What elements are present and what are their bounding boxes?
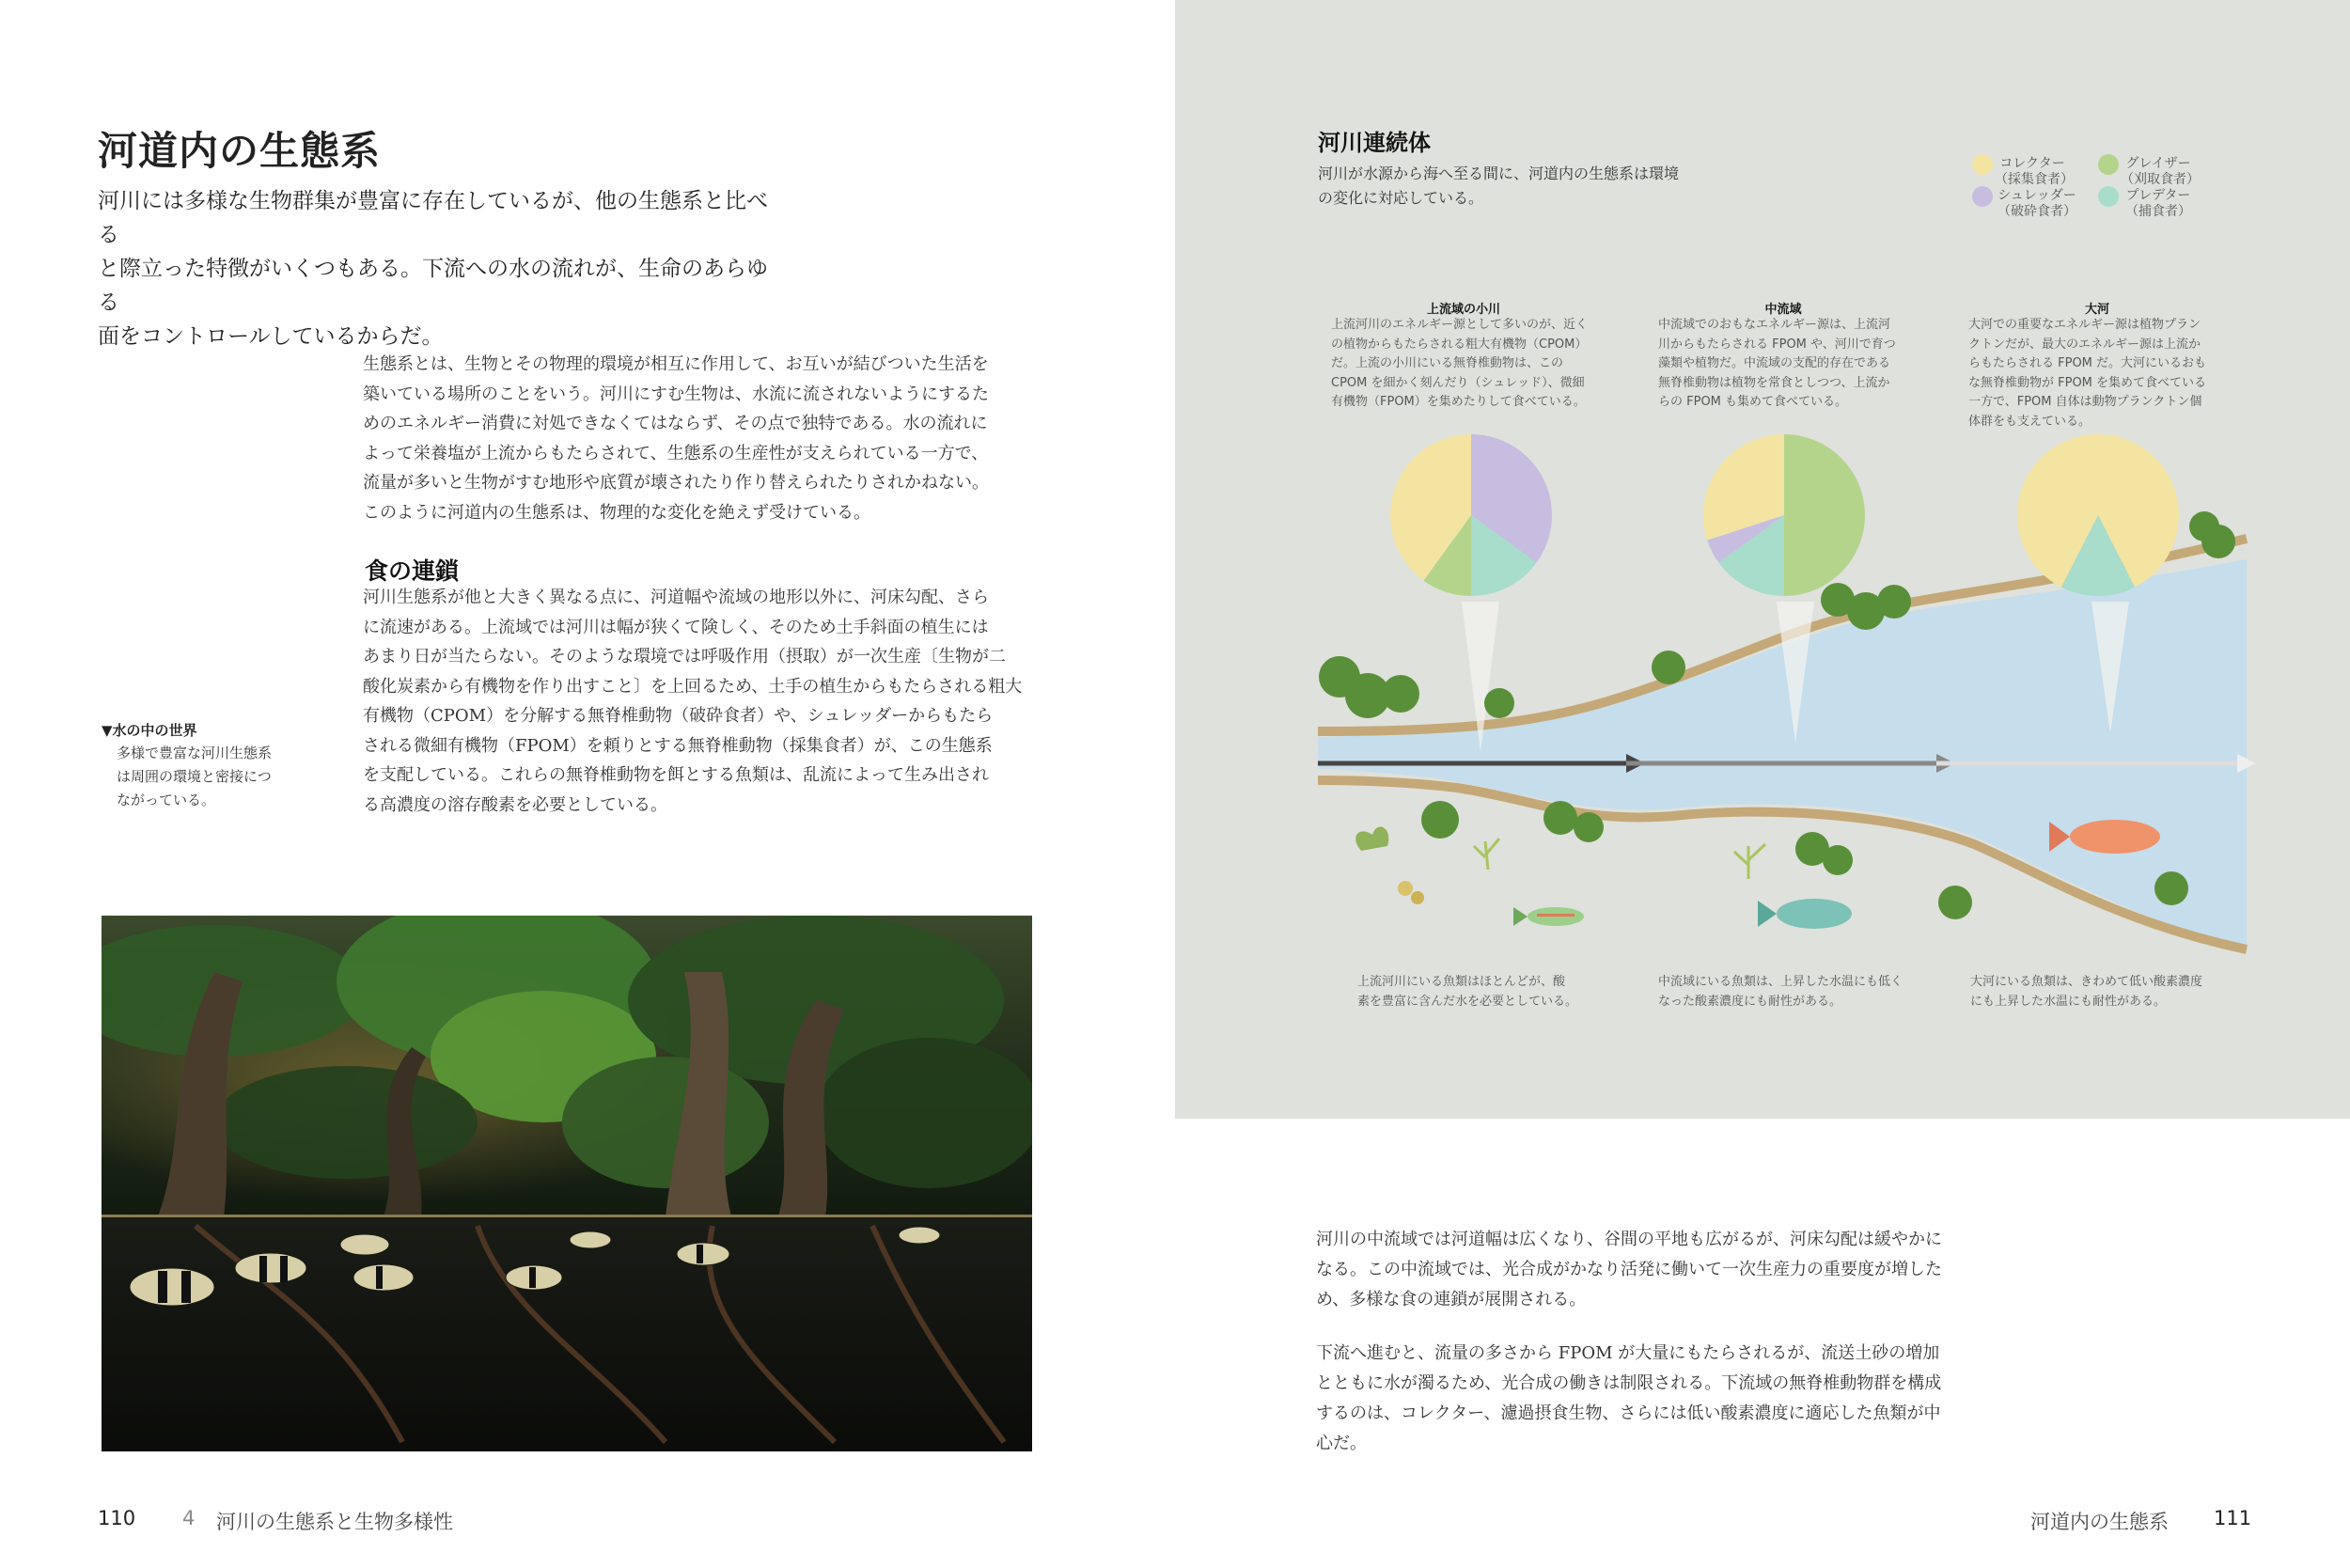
fish-caption-midstream: 中流域にいる魚類は、上昇した水温にも低く なった酸素濃度にも耐性がある。	[1658, 975, 1904, 1009]
subtitle-line: 河川が水源から海へ至る間に、河道内の生態系は環境	[1318, 165, 1680, 182]
body-line: とともに水が濁るため、光合成の働きは制限される。下流域の無脊椎動物群を構成	[1316, 1373, 1942, 1393]
legend-label-predator: プレデター （捕食者）	[2125, 188, 2191, 219]
zone-text-upstream: 上流河川のエネルギー源として多いのが、近く の植物からもたらされる粗大有機物（CPOM） だ。上流の小川にいる無脊椎動物は、この CPOM を細かく刻んだり（シュレッド）、微細 有機物（FPOM）を集めたりして食べている。	[1331, 318, 1589, 409]
caption-body	[117, 742, 295, 812]
chapter-number: 4	[182, 1507, 196, 1529]
body-line: る高濃度の溶存酸素を必要としている。	[363, 794, 667, 815]
legend-label-shredder: シュレッダー （破砕食者）	[1998, 188, 2076, 219]
right-paragraph-1	[1316, 1225, 1993, 1315]
body-line: 酸化炭素から有機物を作り出すこと〕を上回るため、土手の植生からもたらされる粗大	[363, 676, 1023, 697]
leaf-litter	[1355, 826, 1765, 904]
body-line: 河川生態系が他と大きく異なる点に、河道幅や流域の地形以外に、河床勾配、さら	[363, 588, 989, 607]
legend-swatch-grazer	[2098, 154, 2119, 175]
body-line: 河川の中流域では河道幅は広くなり、谷間の平地も広がるが、河床勾配は緩やかに	[1316, 1230, 1942, 1249]
fish-caption-large-river: 大河にいる魚類は、きわめて低い酸素濃度 にも上昇した水温にも耐性がある。	[1970, 975, 2203, 1009]
body-line: 流量が多いと生物がすむ地形や底質が壊されたり作り替えられたりされかねない。	[363, 473, 989, 493]
body-line: めのエネルギー消費に対処できなくてはならず、その点で独特である。水の流れに	[363, 414, 988, 433]
caption-line: は周囲の環境と密接につ	[117, 768, 272, 785]
body-line: 有機物（CPOM）を分解する無脊椎動物（破砕食者）や、シュレッダーからもたら	[363, 706, 994, 726]
zone-heading-large-river: 大河	[2084, 303, 2109, 317]
fish-midstream	[1758, 899, 1852, 929]
zone-text-midstream: 中流域でのおもなエネルギー源は、上流河 川からもたらされる FPOM や、河川で育つ 藻類や植物だ。中流域の支配的存在である 無脊椎動物は植物を常食としつつ、上流か らの FPOM も集めて食べている。	[1658, 318, 1896, 409]
running-title: 河道内の生態系	[2030, 1511, 2169, 1533]
aquarium-illustration	[102, 916, 1032, 1451]
zone-text-large-river: 大河での重要なエネルギー源は植物プラン クトンだが、最大のエネルギー源は上流か らもたらされる FPOM だ。大河にいるおも な無脊椎動物が FPOM を集めて食べている 一方で、FPOM 自体は動物プランクトン個 体群をも支えている。	[1968, 318, 2207, 429]
zone-heading-midstream: 中流域	[1764, 303, 1802, 317]
fish-upstream	[1513, 907, 1584, 926]
subtitle-line: の変化に対応している。	[1318, 189, 1484, 207]
legend-swatch-collector	[1972, 154, 1993, 175]
page-number: 111	[2214, 1507, 2252, 1529]
caption-line: ながっている。	[117, 792, 216, 808]
legend-swatch-predator	[2098, 186, 2119, 207]
body-line: 築いている場所のことをいう。河川にすむ生物は、水流に流されないようにするた	[363, 384, 989, 404]
legend-swatch-shredder	[1972, 186, 1993, 207]
section-paragraph	[363, 583, 1040, 820]
body-line: に流速がある。上流域では河川は幅が狭くて険しく、そのため土手斜面の植生には	[363, 617, 989, 637]
panel-subtitle	[1318, 162, 1722, 211]
lead-line: 河川には多様な生物群集が豊富に存在しているが、他の生態系と比べる	[98, 189, 768, 247]
aquarium-photo	[102, 916, 1032, 1451]
body-line: このように河道内の生態系は、物理的な変化を絶えず受けている。	[363, 502, 870, 523]
page-number: 110	[98, 1507, 136, 1529]
lead-line: と際立った特徴がいくつもある。下流への水の流れが、生命のあらゆる	[98, 257, 768, 315]
body-line: を支配している。これらの無脊椎動物を餌とする魚類は、乱流によって生み出され	[363, 765, 989, 785]
body-line: 生態系とは、生物とその物理的環境が相互に作用して、お互いが結びついた生活を	[363, 354, 989, 374]
body-line: め、多様な食の連鎖が展開される。	[1316, 1290, 1587, 1309]
fish-caption-upstream: 上流河川にいる魚類はほとんどが、酸 素を豊富に含んだ水を必要としている。	[1357, 975, 1578, 1009]
body-line: するのは、コレクター、濾過摂食生物、さらには低い酸素濃度に適応した魚類が中	[1316, 1403, 1941, 1423]
body-paragraph	[363, 350, 1040, 527]
section-heading: 食の連鎖	[365, 557, 460, 585]
page-title: 河道内の生態系	[98, 128, 382, 174]
zone-heading-upstream: 上流域の小川	[1426, 303, 1500, 317]
body-line: あまり日が当たらない。そのような環境では呼吸作用（摂取）が一次生産〔生物が二	[363, 647, 1006, 666]
body-line: よって栄養塩が上流からもたらされて、生態系の生産性が支えられている一方で、	[363, 443, 989, 463]
legend-label-grazer: グレイザー （刈取食者）	[2121, 156, 2200, 187]
pie-slice-2	[1784, 434, 1865, 596]
caption-line: 多様で豊富な河川生態系	[117, 745, 273, 761]
chapter-title: 河川の生態系と生物多様性	[216, 1511, 453, 1533]
body-line: 下流へ進むと、流量の多さから FPOM が大量にもたらされるが、流送土砂の増加	[1316, 1343, 1940, 1363]
right-paragraph-2	[1316, 1339, 1993, 1459]
caption-heading: ▼水の中の世界	[102, 722, 197, 739]
pie-charts	[1390, 434, 2179, 596]
body-line: 心だ。	[1316, 1434, 1367, 1453]
legend-label-collector: コレクター （採集食者）	[1995, 156, 2074, 187]
panel-title: 河川連続体	[1318, 130, 1431, 156]
lead-line: 面をコントロールしているからだ。	[98, 324, 444, 349]
lead-paragraph	[98, 184, 775, 353]
body-line: される微細有機物（FPOM）を頼りとする無脊椎動物（採集食者）が、この生態系	[363, 735, 993, 756]
body-line: なる。この中流域では、光合成がかなり活発に働いて一次生産力の重要度が増した	[1316, 1260, 1942, 1279]
